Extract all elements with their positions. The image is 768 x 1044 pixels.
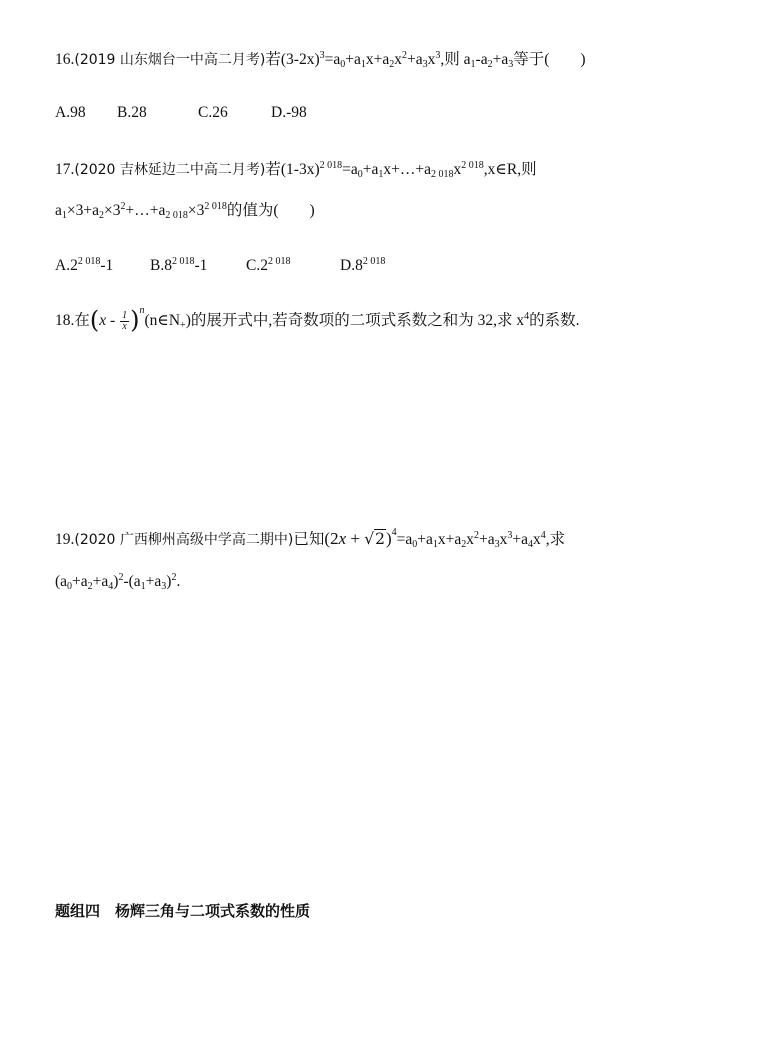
question-source: (2019 山东烟台一中高二月考) [74, 52, 266, 68]
option-b[interactable]: B.28 [117, 104, 147, 121]
question-17-stem: 17.(2020 吉林延边二中高二月考)若$(1-3x)^{2 018}=a_0+a_1x+\dots+a_{2 018}x^{2 018},x\in R$,则 [55, 160, 537, 180]
question-18-stem: 18.在(x - $\frac{1}{x}$ )$^n(n\in N_+)$的展开式中,若奇数项的二项式系数之和为 32,求 $x^4$的系数. [55, 305, 580, 334]
question-16-options [55, 103, 307, 123]
option-c[interactable]: $C.2^{2 018}$ [246, 256, 291, 274]
question-19-stem-line2: $(a_0+a_2+a_4)^2-(a_1+a_3)^2$. [55, 572, 181, 592]
section-heading: 题组四 杨辉三角与二项式系数的性质 [55, 902, 311, 920]
option-d[interactable]: D.-98 [271, 104, 307, 121]
question-17-options [55, 256, 385, 276]
question-number: 19. [55, 531, 75, 548]
option-d[interactable]: $D.8^{2 018}$ [340, 256, 386, 274]
question-number: 17. [55, 161, 75, 178]
option-c[interactable]: C.26 [198, 104, 228, 121]
question-17-stem-line2: $a_1\times 3+a_2\times 3^2+\dots+a_{2 018}\times 3^{2 018}$的值为( ) [55, 201, 315, 221]
math-paren-close: ) [130, 306, 140, 334]
question-number: 18. [55, 312, 75, 329]
option-b[interactable]: $B.8^{2 018}-1$ [150, 256, 208, 274]
question-number: 16. [55, 51, 75, 68]
question-source: (2020 吉林延边二中高二月考) [74, 162, 266, 178]
question-16-stem: 16.(2019 山东烟台一中高二月考)若$(3-2x)^3=a_0+a_1x+a_2x^2+a_3x^3$,则 $a_1-a_2+a_3$等于( ) [55, 50, 586, 70]
math-fraction: $\frac{1}{x}$ [122, 309, 128, 332]
math-paren-open: ( [89, 306, 100, 334]
question-source: (2020 广西柳州高级中学高二期中) [74, 532, 294, 548]
math-sqrt: √2 [364, 530, 385, 548]
option-a[interactable]: A.98 [55, 104, 86, 121]
question-19-stem: 19.(2020 广西柳州高级中学高二期中)已知$(2x + √2)^4=a_0+a_1x+a_2x^2+a_3x^3+a_4x^4$,求 [55, 527, 566, 550]
option-a[interactable]: $A.2^{2 018}-1$ [55, 256, 114, 274]
